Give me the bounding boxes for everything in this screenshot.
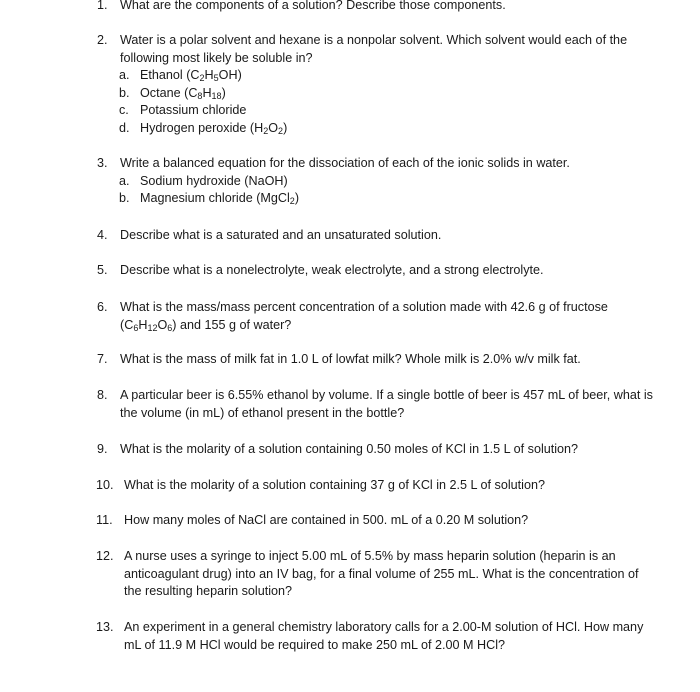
formula-part: O xyxy=(157,317,168,332)
sub-item-label: Hydrogen peroxide xyxy=(140,120,247,135)
sub-item-sodium-hydroxide xyxy=(119,173,657,191)
sub-item-letter: b. xyxy=(119,85,130,100)
formula-part: MgCl xyxy=(260,191,290,205)
formula-subscript: 6 xyxy=(167,322,173,333)
sub-item-letter: b. xyxy=(119,191,130,205)
question-number: 3. xyxy=(97,156,108,170)
question-text: What is the mass/mass percent concentration of a solution made with 42.6 g of fructose $(C_6H_{12}O_6)$ and 155 g of water? xyxy=(120,300,608,333)
question-12 xyxy=(97,548,657,601)
formula-part: H xyxy=(138,317,148,332)
sub-item-letter: d. xyxy=(119,120,130,135)
sub-item-label: Sodium hydroxide (NaOH) xyxy=(140,173,288,188)
sub-item-hydrogen-peroxide: d. Hydrogen peroxide $(H_2O_2)$ xyxy=(119,120,288,136)
question-number: 2. xyxy=(97,33,108,47)
formula-subscript: 2 xyxy=(199,73,205,83)
formula-subscript: 2 xyxy=(263,125,269,136)
sub-item-ethanol: a. Ethanol $(C_2H_5OH)$ xyxy=(119,68,242,83)
question-text: What is the molarity of a solution containing 0.50 moles of KCl in 1.5 L of solution? xyxy=(120,442,579,456)
sub-item-label: Magnesium chloride xyxy=(140,191,253,205)
sub-item-letter: a. xyxy=(119,68,130,82)
question-text: Water is a polar solvent and hexane is a nonpolar solvent. Which solvent would each of the following most likely be soluble in? xyxy=(120,33,628,65)
question-text: A nurse uses a syringe to inject 5.00 mL of 5.5% by mass heparin solution (heparin is an anticoagulant drug) into an IV bag, for a final volume of 255 mL. What is the concentration of the resulting heparin solution? xyxy=(124,549,639,598)
question-number: 1. xyxy=(97,0,108,12)
question-number: 13. xyxy=(96,620,114,634)
question-9 xyxy=(97,441,657,459)
question-5 xyxy=(97,262,657,280)
question-10 xyxy=(97,477,657,495)
sub-item-letter: a. xyxy=(119,173,130,188)
question-number: 12. xyxy=(96,549,114,563)
sub-item-list xyxy=(97,67,657,137)
question-text-part: What is the mass/mass percent concentration of a solution made with 42.6 g of fructose xyxy=(120,300,608,314)
question-number: 8. xyxy=(97,388,108,402)
formula-subscript: 8 xyxy=(197,90,203,101)
sub-item-magnesium-chloride: b. Magnesium chloride (MgCl$_2$) xyxy=(119,191,300,206)
sub-item-label: Octane xyxy=(140,85,181,100)
sub-item-label: Ethanol xyxy=(140,68,183,82)
question-text: What is the mass of milk fat in 1.0 L of lowfat milk? Whole milk is 2.0% w/v milk fat. xyxy=(120,352,581,366)
question-6 xyxy=(97,299,657,334)
sub-item-octane: b. Octane $(C_8H_{18})$ xyxy=(119,85,226,101)
sub-item-letter: c. xyxy=(119,103,129,117)
formula-subscript: 5 xyxy=(213,73,219,83)
question-number: 6. xyxy=(97,300,108,314)
formula-subscript: 2 xyxy=(278,125,284,136)
sub-item-list xyxy=(97,173,657,208)
formula-subscript: 6 xyxy=(133,322,139,333)
question-number: 9. xyxy=(97,442,108,456)
question-text: Write a balanced equation for the dissociation of each of the ionic solids in water. xyxy=(120,156,570,170)
formula-part: H xyxy=(254,120,264,135)
formula-part: C xyxy=(188,85,198,100)
question-3 xyxy=(97,155,657,208)
question-number: 5. xyxy=(97,263,108,277)
formula-part: O xyxy=(268,120,279,135)
question-number: 11. xyxy=(96,513,113,527)
question-13 xyxy=(97,619,657,654)
question-2 xyxy=(97,32,657,137)
question-11 xyxy=(97,512,657,530)
formula-part: H xyxy=(202,85,212,100)
formula-subscript: 18 xyxy=(211,90,222,101)
formula-part: OH xyxy=(218,68,238,82)
formula-part: C xyxy=(124,317,134,332)
question-text: Describe what is a saturated and an unsaturated solution. xyxy=(120,228,442,242)
question-1 xyxy=(97,0,657,15)
question-number: 7. xyxy=(97,352,108,366)
question-text-part: and 155 g of water? xyxy=(179,317,292,332)
formula-part: H xyxy=(204,68,214,82)
question-8 xyxy=(97,387,657,422)
question-text: An experiment in a general chemistry laboratory calls for a 2.00-M solution of HCl. How many mL of 11.9 M HCl would be required to make 250 mL of 2.00 M HCl? xyxy=(124,620,644,652)
question-text: What is the molarity of a solution containing 37 g of KCl in 2.5 L of solution? xyxy=(124,478,545,492)
question-text: How many moles of NaCl are contained in 500. mL of a 0.20 M solution? xyxy=(124,513,529,527)
question-4 xyxy=(97,227,657,245)
question-text: What are the components of a solution? Describe those components. xyxy=(120,0,506,12)
question-number: 4. xyxy=(97,228,108,242)
question-7 xyxy=(97,351,657,369)
sub-item-label: Potassium chloride xyxy=(140,103,247,117)
question-text: Describe what is a nonelectrolyte, weak electrolyte, and a strong electrolyte. xyxy=(120,263,544,277)
question-number: 10. xyxy=(96,478,114,492)
question-text: A particular beer is 6.55% ethanol by volume. If a single bottle of beer is 457 mL of beer, what is the volume (in mL) of ethanol present in the bottle? xyxy=(120,388,653,420)
formula-subscript: 2 xyxy=(289,196,295,206)
sub-item-potassium-chloride xyxy=(119,102,657,120)
formula-part: C xyxy=(190,68,200,82)
formula-subscript: 12 xyxy=(147,322,158,333)
